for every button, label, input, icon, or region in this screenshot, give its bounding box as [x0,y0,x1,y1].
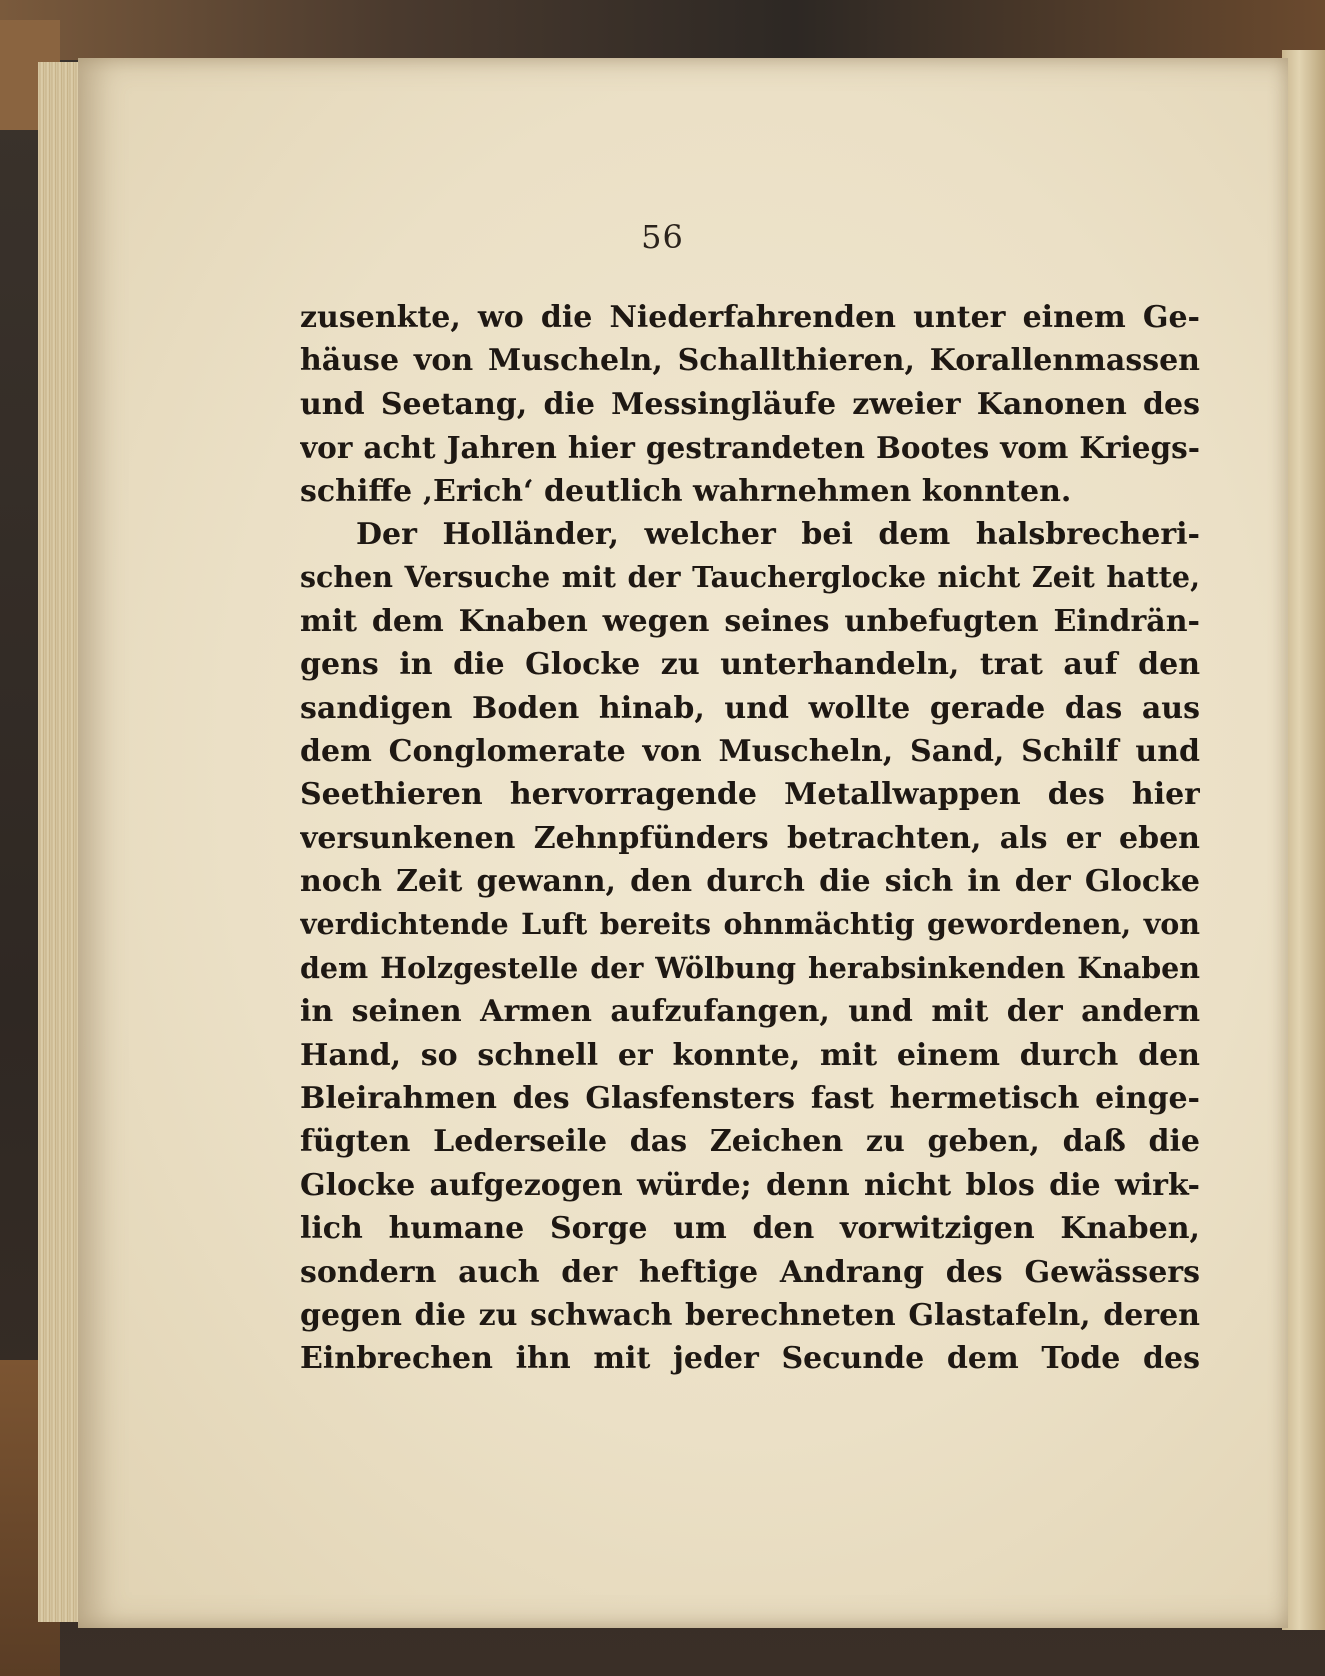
text-line: Bleirahmen des Glasfensters fast hermetisch einge- [300,1081,1200,1117]
page-number: 56 [641,218,684,256]
text-line: vor acht Jahren hier gestrandeten Bootes vom Kriegs- [300,430,1200,466]
text-line: Der Holländer, welcher bei dem halsbrecheri- [356,516,1200,552]
text-line: versunkenen Zehnpfünders betrachten, als er eben [300,820,1200,856]
text-line: schiffe ‚Erich‘ deutlich wahrnehmen konnten. [300,473,1072,509]
text-line: mit dem Knaben wegen seines unbefugten Eindrän- [300,603,1200,639]
text-line: in seinen Armen aufzufangen, und mit der andern [300,994,1200,1030]
text-line: sondern auch der heftige Andrang des Gewässers [300,1254,1200,1290]
page-stack-left [38,62,78,1622]
text-line: noch Zeit gewann, den durch die sich in der Glocke [300,864,1200,900]
text-line: Hand, so schnell er konnte, mit einem durch den [300,1037,1200,1073]
text-line: gegen die zu schwach berechneten Glastafeln, deren [300,1297,1200,1333]
text-line: dem Holzgestelle der Wölbung herabsinkenden Knaben [300,950,1200,985]
text-line: Glocke aufgezogen würde; denn nicht blos die wirk- [300,1167,1200,1203]
body-text [300,296,1200,1381]
text-line: fügten Lederseile das Zeichen zu geben, daß die [300,1124,1200,1160]
text-line: und Seetang, die Messingläufe zweier Kanonen des [300,386,1200,422]
text-line: schen Versuche mit der Taucherglocke nicht Zeit hatte, [300,560,1200,595]
text-line: zusenkte, wo die Niederfahrenden unter einem Ge- [300,300,1200,335]
text-line: Einbrechen ihn mit jeder Secunde dem Tode des [300,1341,1200,1377]
text-line: sandigen Boden hinab, und wollte gerade das aus [300,690,1200,726]
text-line: verdichtende Luft bereits ohnmächtig gewordenen, von [300,907,1200,942]
text-line: häuse von Muscheln, Schallthieren, Korallenmassen [300,343,1200,379]
text-line: Seethieren hervorragende Metallwappen des hier [300,777,1200,813]
text-line: dem Conglomerate von Muscheln, Sand, Schilf und [300,733,1200,769]
cover-top-edge [0,0,1325,60]
text-line: lich humane Sorge um den vorwitzigen Knaben, [300,1211,1200,1247]
page-edge-right [1282,50,1325,1630]
text-line: gens in die Glocke zu unterhandeln, trat auf den [300,647,1200,683]
